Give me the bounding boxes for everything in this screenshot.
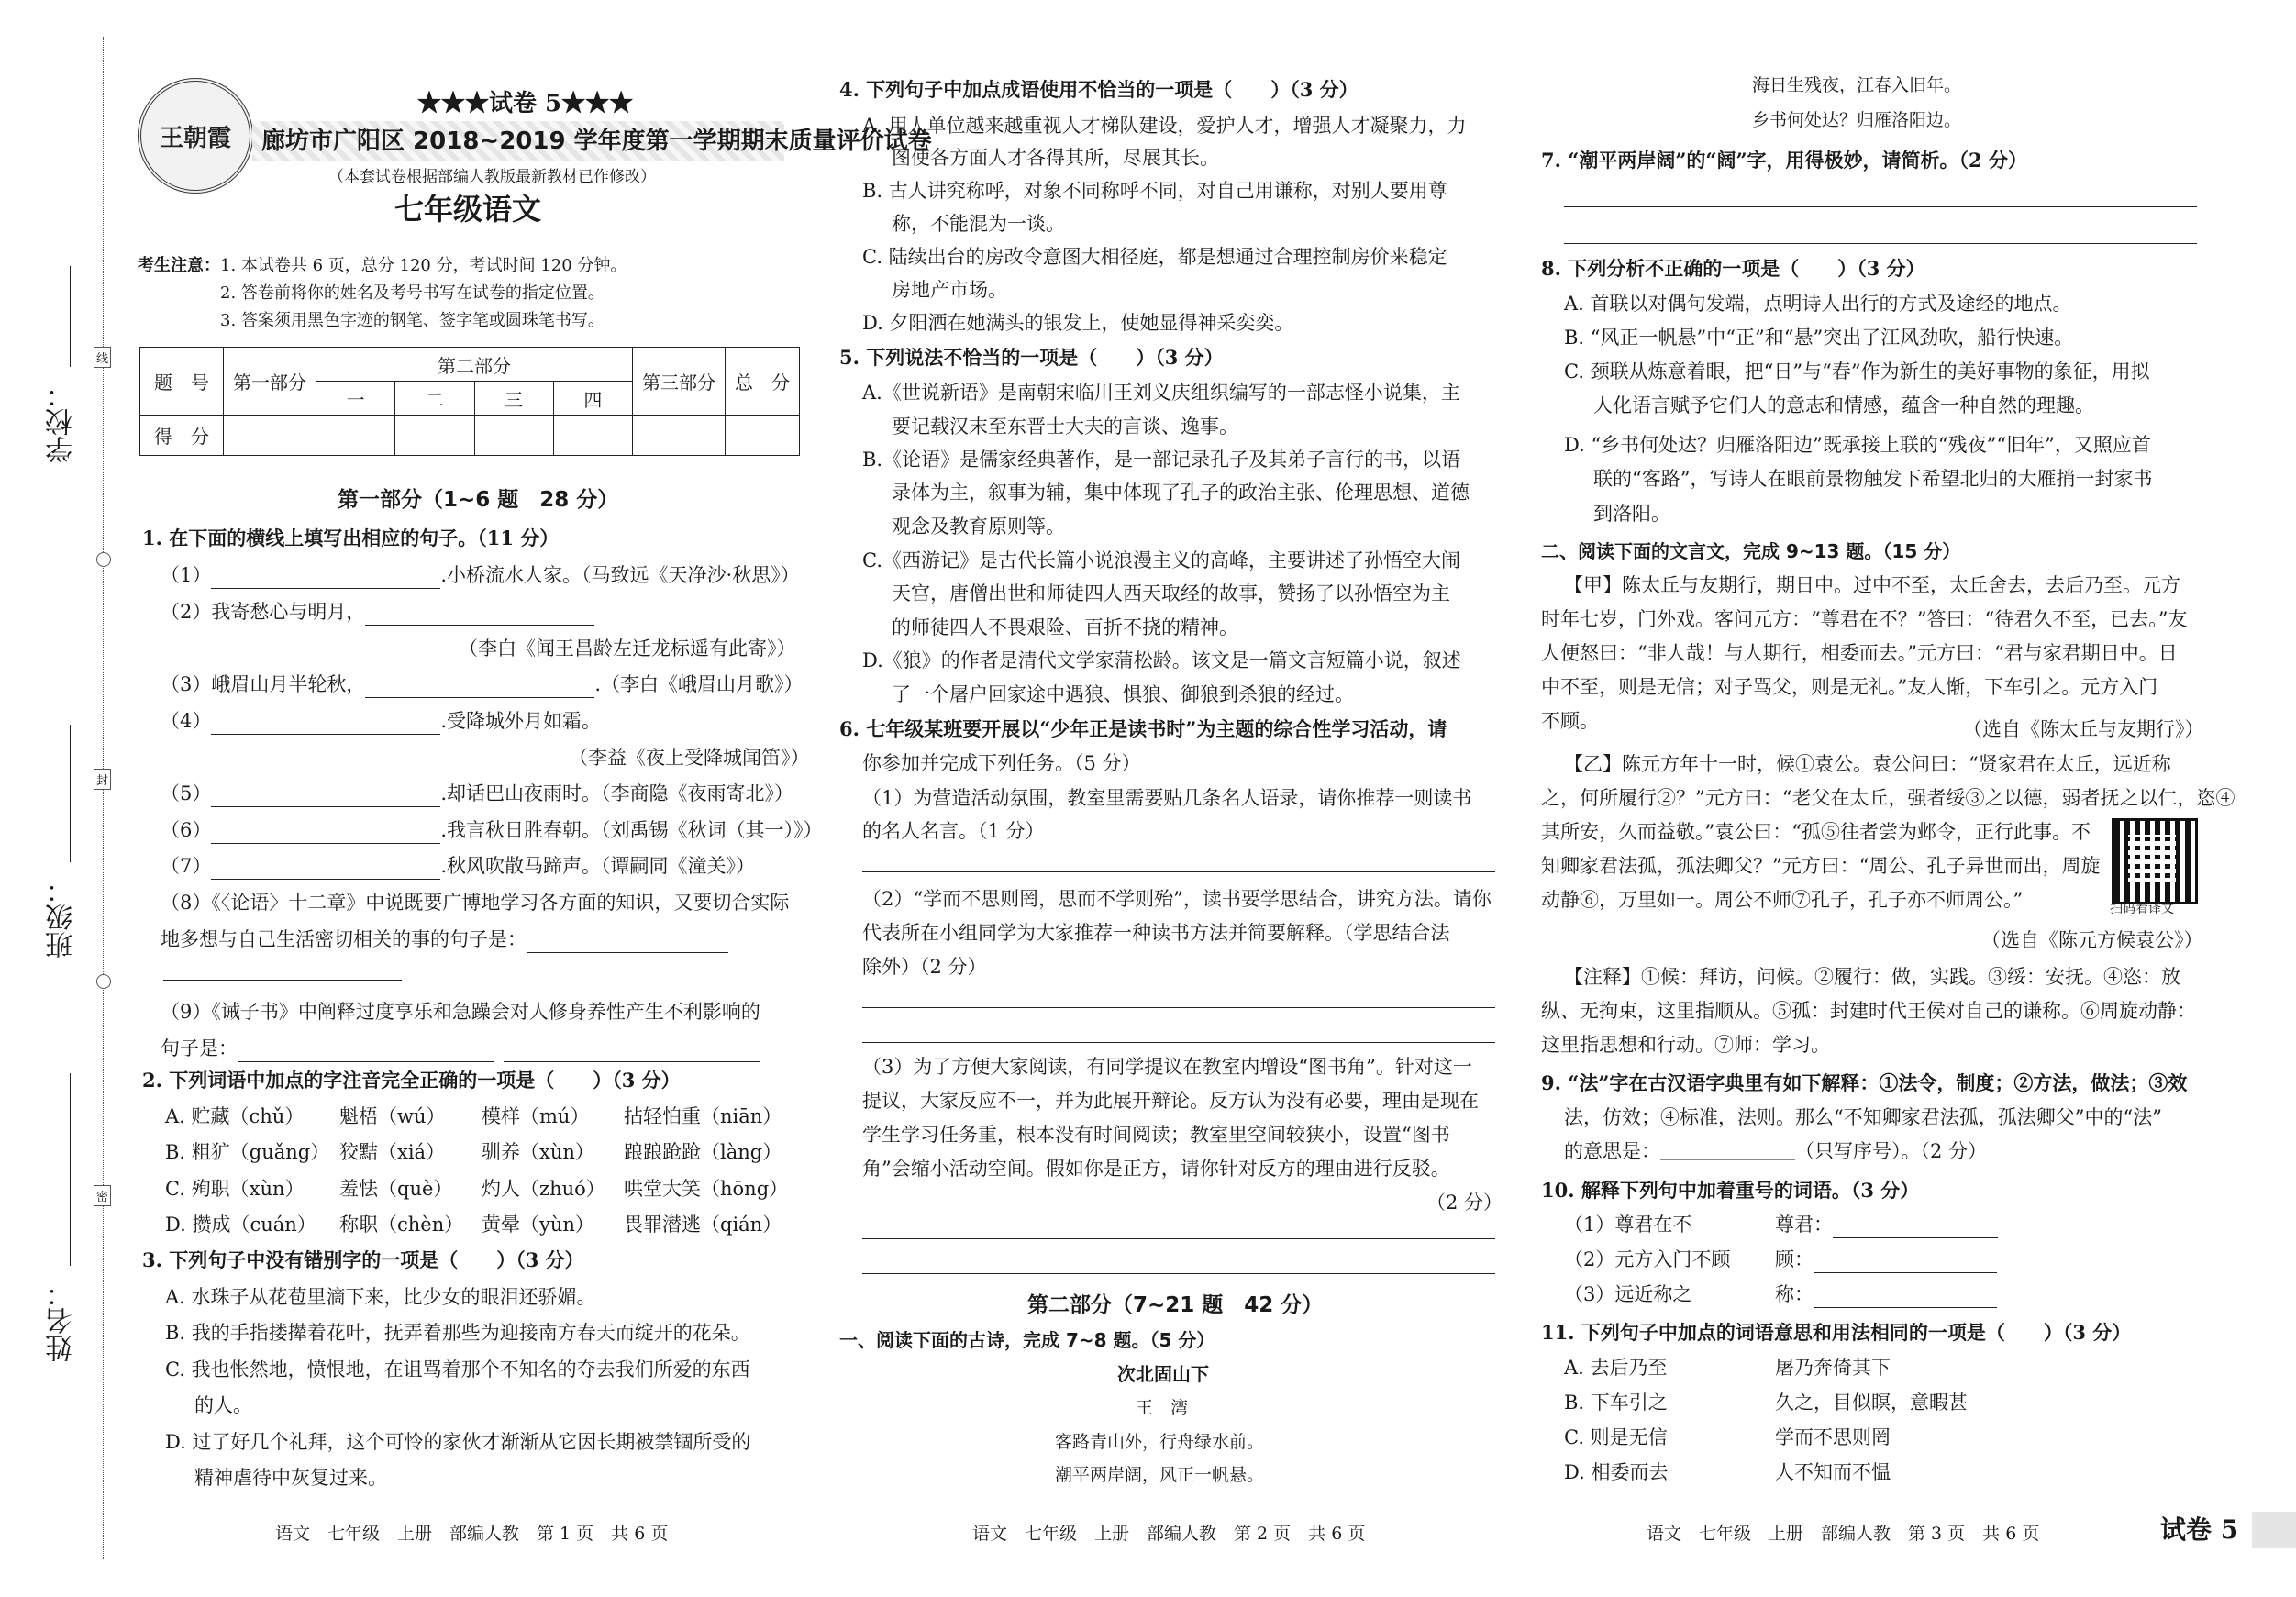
q5-option-c[interactable]: C.《西游记》是古代长篇小说浪漫主义的高峰，主要讲述了孙悟空大闹 bbox=[862, 549, 1460, 571]
q5-option-b-cont1: 录体为主，叙事为辅，集中体现了孔子的政治主张、伦理思想、道德 bbox=[892, 482, 1470, 504]
q4-option-a[interactable]: A. 用人单位越来越重视人才梯队建设，爱护人才，增强人才凝聚力，力 bbox=[862, 115, 1467, 137]
answer-line[interactable] bbox=[1564, 206, 2197, 207]
school-field[interactable] bbox=[70, 266, 71, 367]
score-row-label: 得 分 bbox=[140, 416, 224, 456]
score-header-total: 总 分 bbox=[726, 348, 800, 416]
q8-option-b[interactable]: B. “风正一帆悬”中“正”和“悬”突出了江风劲吹，船行快速。 bbox=[1564, 327, 2074, 349]
q6-part3-cont3: 角”会缩小活动空间。假如你是正方，请你针对反方的理由进行反驳。 bbox=[862, 1158, 1450, 1180]
q3-option-d-cont: 精神虐待中灰复过来。 bbox=[194, 1467, 387, 1489]
q3-option-c-cont: 的人。 bbox=[194, 1394, 252, 1416]
q10-item-2: （2）元方入门不顾 顾： bbox=[1564, 1246, 1997, 1273]
page-footer-3: 语文 七年级 上册 部编人教 第 3 页 共 6 页 bbox=[1647, 1524, 2040, 1544]
corner-paper-label: 试卷 5 bbox=[2160, 1514, 2239, 1545]
q6-part1: （1）为营造活动氛围，教室里需要贴几条名人语录，请你推荐一则读书 bbox=[862, 787, 1472, 809]
binding-line bbox=[103, 37, 104, 1559]
q1-line4-source: （李益《夜上受降城闻笛》） bbox=[569, 747, 810, 769]
poem-line-3: 海日生残夜，江春入旧年。 bbox=[1752, 75, 1962, 95]
q10-item-3: （3）远近称之 称： bbox=[1564, 1281, 1997, 1308]
q3-option-c[interactable]: C. 我也怅然地，愤恨地，在诅骂着那个不知名的夺去我们所爱的东西 bbox=[165, 1359, 750, 1381]
score-header-part1: 第一部分 bbox=[224, 348, 316, 416]
paper-number: ★★★试卷 5★★★ bbox=[417, 90, 634, 117]
q11-option-c[interactable]: C. 则是无信 学而不思则罔 bbox=[1564, 1426, 1891, 1448]
q6-part2-cont1: 代表所在小组同学为大家推荐一种读书方法并简要解释。（学思结合法 bbox=[862, 922, 1450, 944]
q9-stem: 9. “法”字在古汉语字典里有如下解释：①法令，制度；②方法，做法；③效 bbox=[1541, 1071, 2188, 1094]
text-yi-source: （选自《陈元方候袁公》） bbox=[1981, 929, 2203, 951]
answer-line[interactable] bbox=[862, 871, 1495, 872]
q4-option-b[interactable]: B. 古人讲究称呼，对象不同称呼不同，对自己用谦称，对别人要用尊 bbox=[862, 180, 1447, 202]
q2-row-a[interactable]: A. 贮藏（chǔ） 魁梧（wú） 模样（mú） 拈轻怕重（niān） bbox=[165, 1105, 782, 1127]
subject-title: 七年级语文 bbox=[394, 192, 542, 227]
q1-line3: （3）峨眉山月半轮秋， .（李白《峨眉山月歌》） bbox=[161, 671, 804, 698]
text-jia-1: 【甲】陈太丘与友期行，期日中。过中不至，太丘舍去，去后乃至。元方 bbox=[1564, 574, 2180, 596]
answer-blank[interactable] bbox=[211, 823, 440, 844]
q1-line2: （2）我寄愁心与明月， bbox=[161, 598, 594, 626]
q6-part2-cont2: 除外）（2 分） bbox=[862, 956, 987, 978]
q1-line8a: （8）《〈论语〉十二章》中说既要广博地学习各方面的知识，又要切合实际 bbox=[161, 892, 790, 914]
q2-row-b[interactable]: B. 粗犷（guǎng） 狡黠（xiá） 驯养（xùn） 踉踉跄跄（làng） bbox=[165, 1141, 782, 1163]
q4-option-a-cont: 图使各方面人才各得其所，尽展其长。 bbox=[892, 147, 1219, 169]
page-footer-2: 语文 七年级 上册 部编人教 第 2 页 共 6 页 bbox=[972, 1524, 1366, 1544]
notes-3: 这里指思想和行动。⑦师：学习。 bbox=[1541, 1034, 1830, 1056]
exam-title: 廊坊市广阳区 2018~2019 学年度第一学期期末质量评价试卷 bbox=[261, 128, 932, 155]
q1-line4: （4） .受降城外月如霜。 bbox=[161, 707, 601, 735]
q1-line7: （7） .秋风吹散马蹄声。（谭嗣同《潼关》） bbox=[161, 852, 755, 880]
q11-stem: 11. 下列句子中加点的词语意思和用法相同的一项是（ ）（3 分） bbox=[1541, 1321, 2132, 1344]
answer-line[interactable] bbox=[1564, 243, 2197, 244]
binding-mark-mi: 密 bbox=[94, 1185, 111, 1206]
q10-stem: 10. 解释下列句中加着重号的词语。（3 分） bbox=[1541, 1179, 1920, 1202]
part2-heading: 第二部分（7~21 题 42 分） bbox=[1027, 1293, 1324, 1317]
text-yi-2: 之，何所履行②？”元方曰：“老父在太丘，强者绥③之以德，弱者抚之以仁，恣④ bbox=[1541, 787, 2235, 809]
q6-part3-cont1: 提议，大家反应不一，并为此展开辩论。反方认为没有必要，理由是现在 bbox=[862, 1090, 1479, 1112]
q5-option-d[interactable]: D.《狼》的作者是清代文学家蒲松龄。该文是一篇文言短篇小说，叙述 bbox=[862, 649, 1461, 671]
q8-option-d-cont2: 到洛阳。 bbox=[1593, 503, 1670, 525]
q8-option-d-cont1: 联的“客路”，写诗人在眼前景物触发下希望北归的大雁捎一封家书 bbox=[1593, 468, 2153, 490]
q6-part3-cont2: 学生学习任务重，根本没有时间阅读；教室里空间较狭小，设置“图书 bbox=[862, 1124, 1450, 1146]
q6-stem-cont: 你参加并完成下列任务。（5 分） bbox=[862, 752, 1141, 774]
q4-option-b-cont: 称，不能混为一谈。 bbox=[892, 213, 1065, 235]
answer-blank[interactable] bbox=[238, 1041, 494, 1062]
binding-mark-xian: 线 bbox=[94, 347, 111, 368]
score-cell[interactable] bbox=[395, 416, 474, 456]
q1-line2-source: （李白《闻王昌龄左迁龙标遥有此寄》） bbox=[459, 638, 796, 660]
q11-option-d[interactable]: D. 相委而去 人不知而不愠 bbox=[1564, 1461, 1891, 1483]
class-field[interactable] bbox=[70, 725, 71, 862]
text-yi-5: 动静⑥，万里如一。周公不师⑦孔子，孔子亦不师周公。” bbox=[1541, 889, 2024, 911]
answer-blank[interactable] bbox=[211, 714, 440, 735]
q4-option-c-cont: 房地产市场。 bbox=[892, 279, 1007, 301]
notes-1: 【注释】①候：拜访，问候。②履行：做，实践。③绥：安抚。④恣：放 bbox=[1564, 966, 2180, 988]
text-jia-source: （选自《陈太丘与友期行》） bbox=[1963, 718, 2204, 740]
poem-intro: 一、阅读下面的古诗，完成 7~8 题。（5 分） bbox=[839, 1329, 1215, 1351]
class-label: 班级： bbox=[46, 876, 78, 959]
q1-line8b: 地多想与自己生活密切相关的事的句子是： bbox=[161, 926, 728, 953]
answer-blank[interactable] bbox=[211, 568, 440, 589]
notice-item-1: 1. 本试卷共 6 页，总分 120 分，考试时间 120 分钟。 bbox=[220, 256, 627, 275]
score-sub-4: 四 bbox=[553, 382, 632, 416]
q8-option-a[interactable]: A. 首联以对偶句发端，点明诗人出行的方式及途经的地点。 bbox=[1564, 293, 2072, 315]
logo-badge bbox=[138, 78, 253, 194]
answer-blank[interactable] bbox=[211, 859, 440, 880]
text-jia-2: 时年七岁，门外戏。客问元方：“尊君在不？”答曰：“待君久不至，已去。”友 bbox=[1541, 608, 2188, 630]
answer-blank[interactable] bbox=[365, 677, 594, 698]
q8-option-c-cont: 人化语言赋予它们人的意志和情感，蕴含一种自然的理趣。 bbox=[1593, 394, 2094, 416]
answer-blank[interactable] bbox=[504, 1041, 760, 1062]
poem-line-1: 客路青山外，行舟绿水前。 bbox=[1055, 1432, 1265, 1452]
q5-option-c-cont1: 天宫，唐僧出世和师徒四人西天取经的故事，赞扬了以孙悟空为主 bbox=[892, 582, 1450, 604]
answer-line[interactable] bbox=[862, 1007, 1495, 1008]
qr-inner bbox=[2128, 835, 2176, 882]
name-label: 姓名： bbox=[46, 1280, 78, 1362]
q6-stem: 6. 七年级某班要开展以“少年正是读书时”为主题的综合性学习活动，请 bbox=[839, 717, 1447, 740]
score-table bbox=[139, 347, 800, 456]
binding-hole-1 bbox=[96, 552, 111, 567]
q1-line6: （6） .我言秋日胜春朝。（刘禹锡《秋词（其一）》） bbox=[161, 816, 823, 844]
part1-heading: 第一部分（1~6 题 28 分） bbox=[338, 488, 619, 512]
name-field[interactable] bbox=[70, 1073, 71, 1266]
answer-blank[interactable] bbox=[1814, 1252, 1997, 1273]
q11-option-b[interactable]: B. 下车引之 久之，目似瞑，意暇甚 bbox=[1564, 1392, 1968, 1414]
q5-option-d-cont: 了一个屠户回家途中遇狼、惧狼、御狼到杀狼的经过。 bbox=[892, 683, 1354, 705]
score-sub-1: 一 bbox=[316, 382, 395, 416]
q5-stem: 5. 下列说法不恰当的一项是（ ）（3 分） bbox=[839, 346, 1224, 369]
corner-decor bbox=[2252, 1512, 2296, 1548]
q6-part3-score: （2 分） bbox=[1426, 1192, 1503, 1214]
poem-title: 次北固山下 bbox=[1117, 1363, 1209, 1385]
score-cell[interactable] bbox=[726, 416, 800, 456]
score-cell[interactable] bbox=[474, 416, 553, 456]
score-cell[interactable] bbox=[633, 416, 726, 456]
notice-label: 考生注意： bbox=[138, 256, 220, 275]
q5-option-a[interactable]: A.《世说新语》是南朝宋临川王刘义庆组织编写的一部志怪小说集，主 bbox=[862, 382, 1460, 404]
q3-option-d[interactable]: D. 过了好几个礼拜，这个可怜的家伙才渐渐从它因长期被禁锢所受的 bbox=[165, 1431, 751, 1453]
q8-option-d[interactable]: D. “乡书何处达？归雁洛阳边”既承接上联的“残夜”“旧年”，又照应首 bbox=[1564, 434, 2151, 456]
q7-stem: 7. “潮平两岸阔”的“阔”字，用得极妙，请简析。（2 分） bbox=[1541, 149, 2027, 172]
binding-hole-2 bbox=[96, 974, 111, 989]
notice-item-3: 3. 答案须用黑色字迹的钢笔、签字笔或圆珠笔书写。 bbox=[220, 311, 605, 330]
q5-option-a-cont: 要记载汉末至东晋士大夫的言谈、逸事。 bbox=[892, 416, 1238, 438]
score-header-part2: 第二部分 bbox=[316, 348, 633, 382]
q4-option-d[interactable]: D. 夕阳洒在她满头的银发上，使她显得神采奕奕。 bbox=[862, 312, 1294, 334]
q1-line9b: 句子是： bbox=[161, 1035, 760, 1062]
poem-line-2: 潮平两岸阔，风正一帆悬。 bbox=[1055, 1465, 1265, 1485]
q6-part2: （2）“学而不思则罔，思而不学则殆”，读书要学思结合，讲究方法。请你 bbox=[862, 888, 1492, 910]
binding-mark-feng: 封 bbox=[94, 769, 111, 790]
score-sub-2: 二 bbox=[395, 382, 474, 416]
q2-row-d[interactable]: D. 攒成（cuán） 称职（chèn） 黄晕（yùn） 畏罪潜逃（qián） bbox=[165, 1214, 782, 1236]
score-header-qno: 题 号 bbox=[140, 348, 224, 416]
q3-stem: 3. 下列句子中没有错别字的一项是（ ）（3 分） bbox=[142, 1248, 584, 1271]
school-label: 学校： bbox=[46, 381, 78, 463]
text-jia-4: 中不至，则是无信；对子骂父，则是无礼。”友人惭，下车引之。元方入门 bbox=[1541, 676, 2158, 698]
q5-option-c-cont2: 的师徒四人不畏艰险、百折不挠的精神。 bbox=[892, 616, 1238, 638]
q10-item-1: （1）尊君在不 尊君： bbox=[1564, 1211, 1998, 1238]
q4-stem: 4. 下列句子中加点成语使用不恰当的一项是（ ）（3 分） bbox=[839, 78, 1359, 101]
q5-option-b[interactable]: B.《论语》是儒家经典著作，是一部记录孔子及其弟子言行的书，以语 bbox=[862, 449, 1461, 471]
q8-stem: 8. 下列分析不正确的一项是（ ）（3 分） bbox=[1541, 257, 1925, 280]
score-sub-3: 三 bbox=[474, 382, 553, 416]
q1-stem: 1. 在下面的横线上填写出相应的句子。（11 分） bbox=[142, 527, 560, 549]
qr-label: 扫码看译文 bbox=[2110, 902, 2174, 916]
q11-option-a[interactable]: A. 去后乃至 屠乃奔倚其下 bbox=[1564, 1357, 1891, 1379]
notes-2: 纵、无拘束，这里指顺从。⑤孤：封建时代王侯对自己的谦称。⑥周旋动静： bbox=[1541, 1000, 2196, 1022]
answer-blank[interactable] bbox=[365, 604, 594, 626]
answer-line[interactable] bbox=[862, 1238, 1495, 1239]
poem-line-4: 乡书何处达？归雁洛阳边。 bbox=[1752, 110, 1962, 130]
answer-blank[interactable] bbox=[1833, 1217, 1998, 1238]
q6-part3: （3）为了方便大家阅读，有同学提议在教室内增设“图书角”。针对这一 bbox=[862, 1056, 1472, 1078]
answer-blank[interactable] bbox=[211, 786, 440, 807]
text-jia-5: 不顾。 bbox=[1541, 710, 1599, 732]
page-footer-1: 语文 七年级 上册 部编人教 第 1 页 共 6 页 bbox=[275, 1524, 669, 1544]
q8-option-c[interactable]: C. 颈联从炼意着眼，把“日”与“春”作为新生的美好事物的象征，用拟 bbox=[1564, 360, 2150, 383]
q4-option-c[interactable]: C. 陆续出台的房改令意图大相径庭，都是想通过合理控制房价来稳定 bbox=[862, 246, 1447, 268]
q1-line1: （1） .小桥流水人家。（马致远《天净沙·秋思》） bbox=[161, 561, 800, 589]
score-cell[interactable] bbox=[553, 416, 632, 456]
score-cell[interactable] bbox=[316, 416, 395, 456]
logo-text: 王朝霞 bbox=[159, 124, 231, 152]
score-cell[interactable] bbox=[224, 416, 316, 456]
poem-author: 王 湾 bbox=[1136, 1398, 1189, 1418]
q9-cont2: 的意思是：＿＿＿＿＿＿＿（只写序号）。（2 分） bbox=[1564, 1140, 1988, 1162]
answer-blank[interactable] bbox=[1814, 1287, 1997, 1308]
q1-line9a: （9）《诫子书》中阐释过度享乐和急躁会对人修身养性产生不利影响的 bbox=[161, 1001, 760, 1023]
answer-line[interactable] bbox=[862, 1273, 1495, 1274]
q2-row-c[interactable]: C. 殉职（xùn） 羞怯（què） 灼人（zhuó） 哄堂大笑（hōng） bbox=[165, 1178, 789, 1200]
q1-line5: （5） .却话巴山夜雨时。（李商隐《夜雨寄北》） bbox=[161, 780, 793, 807]
score-header-part3: 第三部分 bbox=[633, 348, 726, 416]
text-yi-3: 其所安，久而益敬。”袁公曰：“孤⑤往者尝为邺令，正行此事。不 bbox=[1541, 821, 2091, 843]
text-yi-4: 知卿家君法孤，孤法卿父？”元方曰：“周公、孔子异世而出，周旋 bbox=[1541, 855, 2101, 877]
text-yi-1: 【乙】陈元方年十一时，候①袁公。袁公问曰：“贤家君在太丘，远近称 bbox=[1564, 753, 2171, 775]
notice-item-2: 2. 答卷前将你的姓名及考号书写在试卷的指定位置。 bbox=[220, 283, 605, 303]
exam-subtitle: （本套试卷根据部编人教版最新教材已作修改） bbox=[328, 168, 656, 186]
text-jia-3: 人便怒曰：“非人哉！与人期行，相委而去。”元方曰：“君与家君期日中。日 bbox=[1541, 642, 2178, 664]
q6-part1-cont: 的名人名言。（1 分） bbox=[862, 820, 1045, 842]
q5-option-b-cont2: 观念及教育原则等。 bbox=[892, 516, 1065, 538]
q9-cont1: 法，仿效；④标准，法则。那么“不知卿家君法孤，孤法卿父”中的“法” bbox=[1564, 1106, 2162, 1128]
answer-blank[interactable] bbox=[527, 932, 728, 953]
q3-option-a[interactable]: A. 水珠子从花苞里滴下来，比少女的眼泪还骄媚。 bbox=[165, 1286, 596, 1308]
section2-intro: 二、阅读下面的文言文，完成 9~13 题。（15 分） bbox=[1541, 540, 1961, 562]
answer-line[interactable] bbox=[163, 980, 402, 981]
q3-option-b[interactable]: B. 我的手指搂撵着花叶，抚弄着那些为迎接南方春天而绽开的花朵。 bbox=[165, 1322, 750, 1344]
q2-stem: 2. 下列词语中加点的字注音完全正确的一项是（ ）（3 分） bbox=[142, 1069, 681, 1092]
answer-line[interactable] bbox=[862, 1042, 1495, 1043]
